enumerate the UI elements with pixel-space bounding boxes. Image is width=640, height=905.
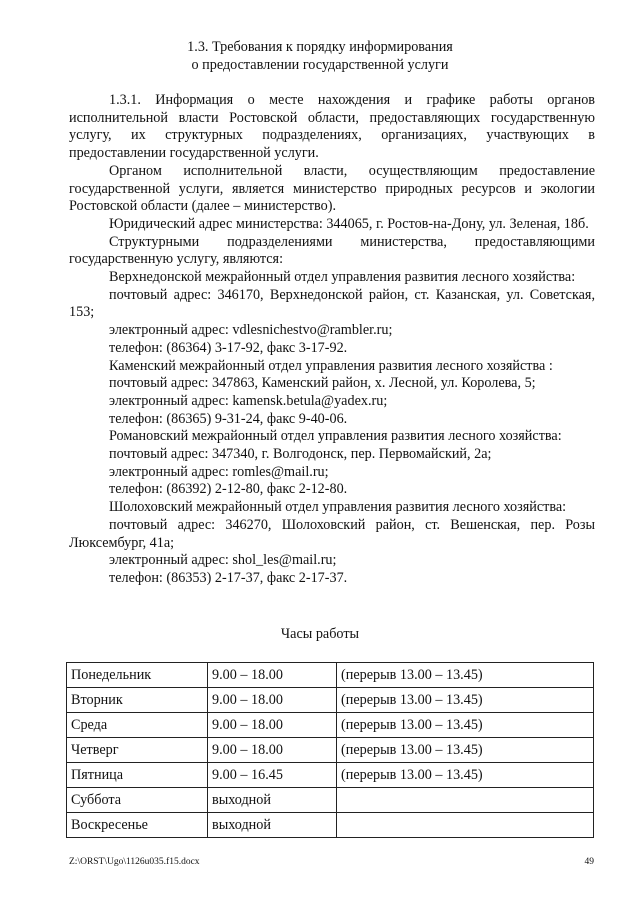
break-cell: (перерыв 13.00 – 13.45)	[337, 738, 594, 763]
section-title-line-2: о предоставлении государственной услуги	[191, 57, 449, 73]
working-hours-table	[66, 662, 594, 838]
department-email: электронный адрес: kamensk.betula@yadex.ru;	[109, 392, 388, 409]
day-cell: Пятница	[67, 763, 208, 788]
footer-file-path: Z:\ORST\Ugo\1126u035.f15.docx	[69, 857, 200, 867]
time-cell: 9.00 – 16.45	[208, 763, 337, 788]
department-email: электронный адрес: vdlesnichestvo@rambler.ru;	[109, 322, 393, 339]
department-email: электронный адрес: shol_les@mail.ru;	[109, 552, 337, 569]
department-postal-address: почтовый адрес: 346270, Шолоховский район, ст. Вешенская, пер. Розы Люксембург, 41а;	[69, 516, 595, 551]
break-cell	[337, 788, 594, 813]
paragraph-structural-units: Структурными подразделениями министерства, предоставляющими государственную услугу, являются:	[69, 233, 595, 268]
paragraph-1-3-1: 1.3.1. Информация о месте нахождения и графике работы органов исполнительной власти Ростовской области, предоставляющих государственную услугу, их структурных подразделениях, организациях, участвующих в предоставлении государственной услуги.	[69, 92, 595, 162]
department-postal-address: почтовый адрес: 347340, г. Волгодонск, пер. Первомайский, 2а;	[109, 446, 492, 463]
time-cell: 9.00 – 18.00	[208, 688, 337, 713]
day-cell: Суббота	[67, 788, 208, 813]
paragraph-executive-body: Органом исполнительной власти, осуществляющим предоставление государственной услуги, является министерство природных ресурсов и экологии Ростовской области (далее – министерство).	[69, 162, 595, 215]
table-row	[67, 663, 594, 688]
time-cell: 9.00 – 18.00	[208, 663, 337, 688]
break-cell: (перерыв 13.00 – 13.45)	[337, 688, 594, 713]
department-phone: телефон: (86364) 3-17-92, факс 3-17-92.	[109, 339, 348, 356]
break-cell	[337, 813, 594, 838]
day-cell: Четверг	[67, 738, 208, 763]
table-row	[67, 688, 594, 713]
department-name: Шолоховский межрайонный отдел управления развития лесного хозяйства:	[109, 499, 567, 516]
table-row	[67, 738, 594, 763]
break-cell: (перерыв 13.00 – 13.45)	[337, 663, 594, 688]
department-name: Романовский межрайонный отдел управления развития лесного хозяйства:	[109, 428, 562, 445]
day-cell: Понедельник	[67, 663, 208, 688]
section-title-line-1: 1.3. Требования к порядку информирования	[187, 39, 453, 55]
table-row	[67, 763, 594, 788]
department-email: электронный адрес: romles@mail.ru;	[109, 463, 329, 480]
department-phone: телефон: (86353) 2-17-37, факс 2-17-37.	[109, 569, 348, 586]
time-cell: 9.00 – 18.00	[208, 738, 337, 763]
break-cell: (перерыв 13.00 – 13.45)	[337, 713, 594, 738]
department-postal-address: почтовый адрес: 346170, Верхнедонской район, ст. Казанская, ул. Советская, 153;	[69, 286, 595, 321]
time-cell: выходной	[208, 788, 337, 813]
table-row	[67, 813, 594, 838]
table-row	[67, 788, 594, 813]
department-phone: телефон: (86365) 9-31-24, факс 9-40-06.	[109, 410, 348, 427]
day-cell: Воскресенье	[67, 813, 208, 838]
page-number: 49	[584, 857, 594, 867]
table-row	[67, 713, 594, 738]
break-cell: (перерыв 13.00 – 13.45)	[337, 763, 594, 788]
paragraph-legal-address: Юридический адрес министерства: 344065, г. Ростов-на-Дону, ул. Зеленая, 18б.	[109, 215, 589, 232]
time-cell: 9.00 – 18.00	[208, 713, 337, 738]
department-name: Верхнедонской межрайонный отдел управления развития лесного хозяйства:	[109, 269, 576, 286]
time-cell: выходной	[208, 813, 337, 838]
day-cell: Среда	[67, 713, 208, 738]
document-body	[69, 92, 595, 588]
department-phone: телефон: (86392) 2-12-80, факс 2-12-80.	[109, 481, 348, 498]
day-cell: Вторник	[67, 688, 208, 713]
department-name: Каменский межрайонный отдел управления развития лесного хозяйства :	[109, 357, 553, 374]
hours-caption: Часы работы	[280, 626, 360, 642]
department-postal-address: почтовый адрес: 347863, Каменский район, х. Лесной, ул. Королева, 5;	[109, 375, 536, 392]
